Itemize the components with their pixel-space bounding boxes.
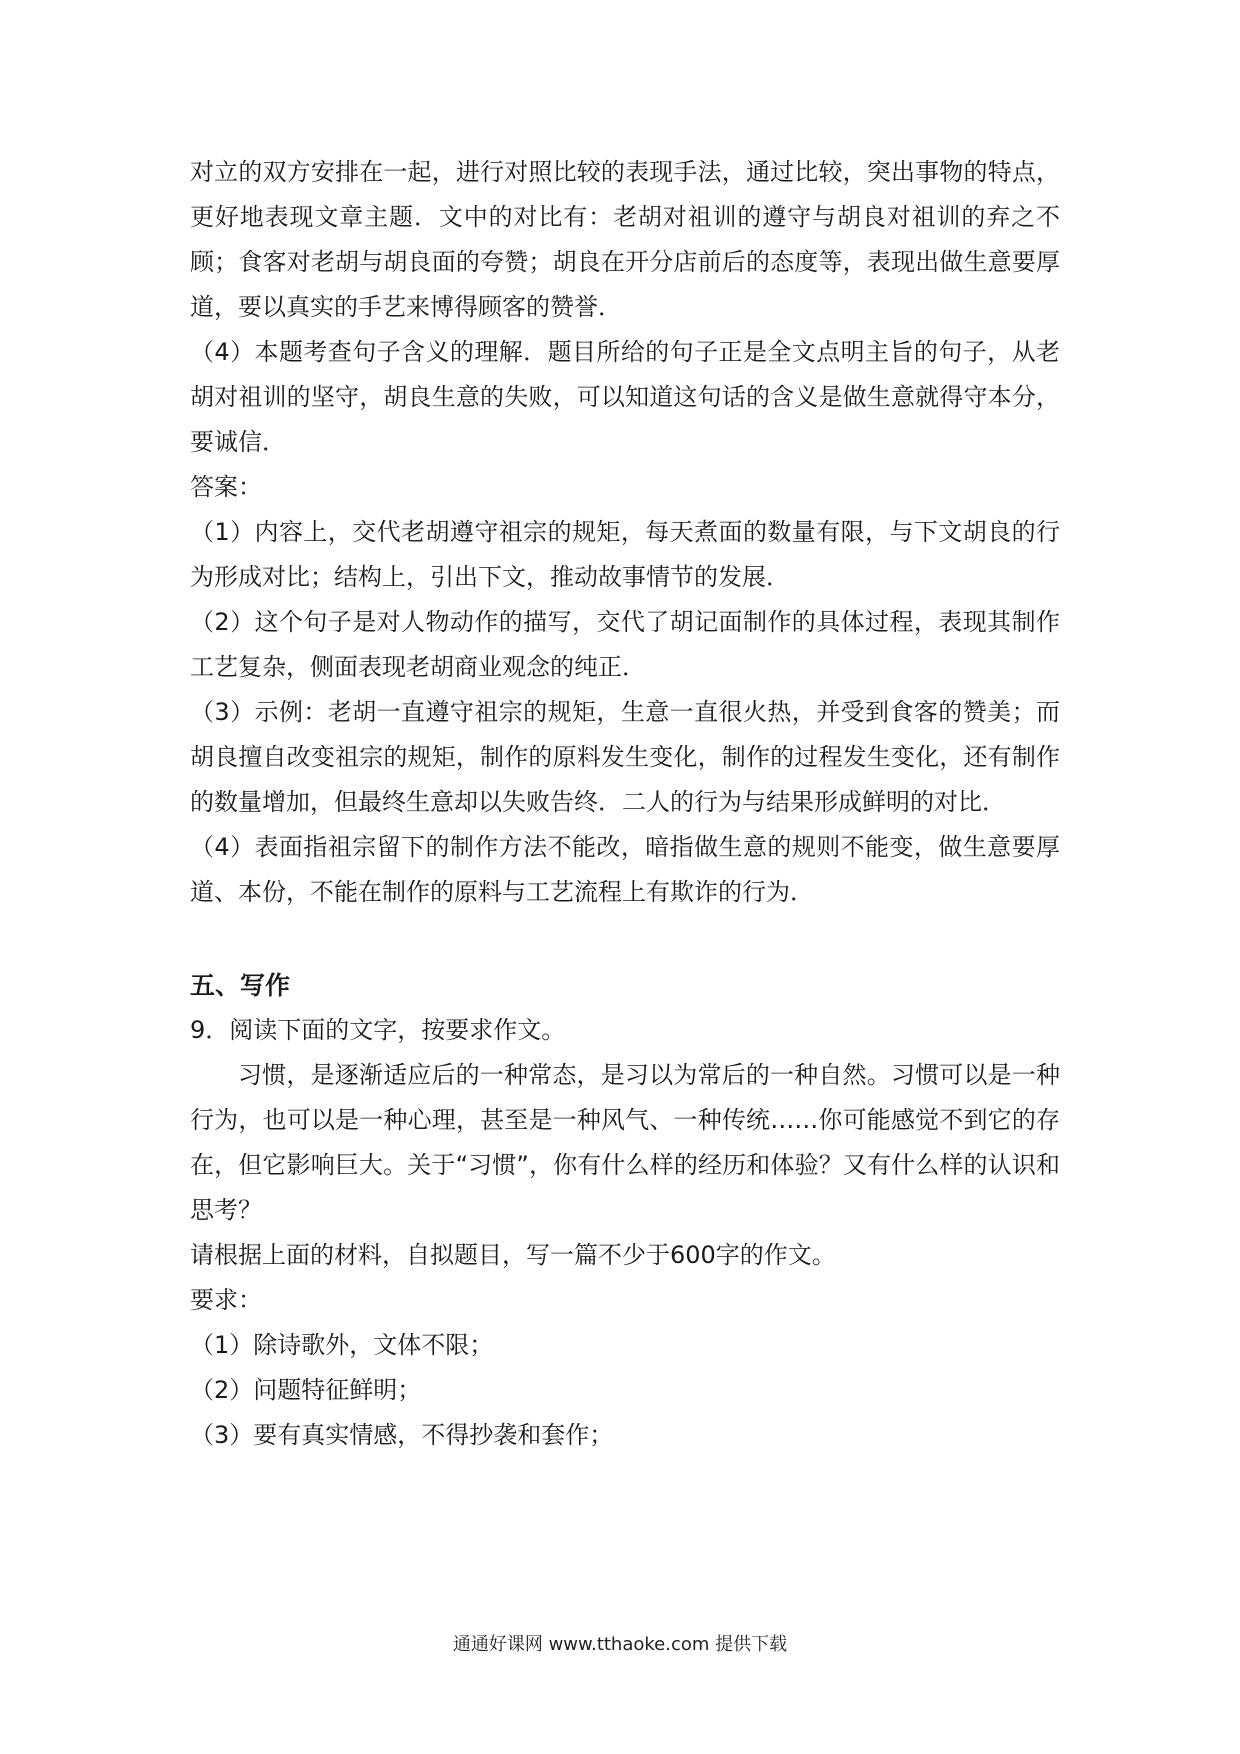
page-content (190, 150, 1060, 1458)
writing-question: 9．阅读下面的文字，按要求作文。 (190, 1016, 566, 1044)
writing-instruction: 请根据上面的材料，自拟题目，写一篇不少于600字的作文。 (190, 1241, 836, 1269)
analysis-paragraph-4: （4）本题考查句子含义的理解．题目所给的句子正是全文点明主旨的句子，从老胡对祖训的坚守，胡良生意的失败，可以知道这句话的含义是做生意就得守本分，要诚信． (190, 338, 1060, 456)
answer-label: 答案： (190, 473, 262, 501)
answer-item-2: （2）这个句子是对人物动作的描写，交代了胡记面制作的具体过程，表现其制作工艺复杂，侧面表现老胡商业观念的纯正． (190, 608, 1060, 681)
answer-item-1: （1）内容上，交代老胡遵守祖宗的规矩，每天煮面的数量有限，与下文胡良的行为形成对比；结构上，引出下文，推动故事情节的发展． (190, 518, 1060, 591)
requirement-item-1: （1）除诗歌外，文体不限； (190, 1331, 494, 1359)
analysis-paragraph-3-continued: 对立的双方安排在一起，进行对照比较的表现手法，通过比较，突出事物的特点，更好地表现文章主题．文中的对比有：老胡对祖训的遵守与胡良对祖训的弃之不顾；食客对老胡与胡良面的夸赞；胡良在开分店前后的态度等，表现出做生意要厚道，要以真实的手艺来博得顾客的赞誉． (190, 158, 1060, 321)
answer-item-4: （4）表面指祖宗留下的制作方法不能改，暗指做生意的规则不能变，做生意要厚道、本份，不能在制作的原料与工艺流程上有欺诈的行为． (190, 833, 1060, 906)
requirement-item-2: （2）问题特征鲜明； (190, 1376, 422, 1404)
requirement-item-3: （3）要有真实情感，不得抄袭和套作； (190, 1421, 614, 1449)
writing-material: 习惯，是逐渐适应后的一种常态，是习以为常后的一种自然。习惯可以是一种行为，也可以是一种心理，甚至是一种风气、一种传统……你可能感觉不到它的存在，但它影响巨大。关于“习惯”，你有什么样的经历和体验？又有什么样的认识和思考？ (190, 1061, 1060, 1224)
section-heading-writing: 五、写作 (190, 971, 291, 1000)
answer-item-3: （3）示例：老胡一直遵守祖宗的规矩，生意一直很火热，并受到食客的赞美；而胡良擅自改变祖宗的规矩，制作的原料发生变化，制作的过程发生变化，还有制作的数量增加，但最终生意却以失败告终．二人的行为与结果形成鲜明的对比． (190, 698, 1060, 816)
requirements-label: 要求： (190, 1286, 262, 1314)
page-footer: 通通好课网 www.tthaoke.com 提供下载 (452, 1634, 788, 1655)
